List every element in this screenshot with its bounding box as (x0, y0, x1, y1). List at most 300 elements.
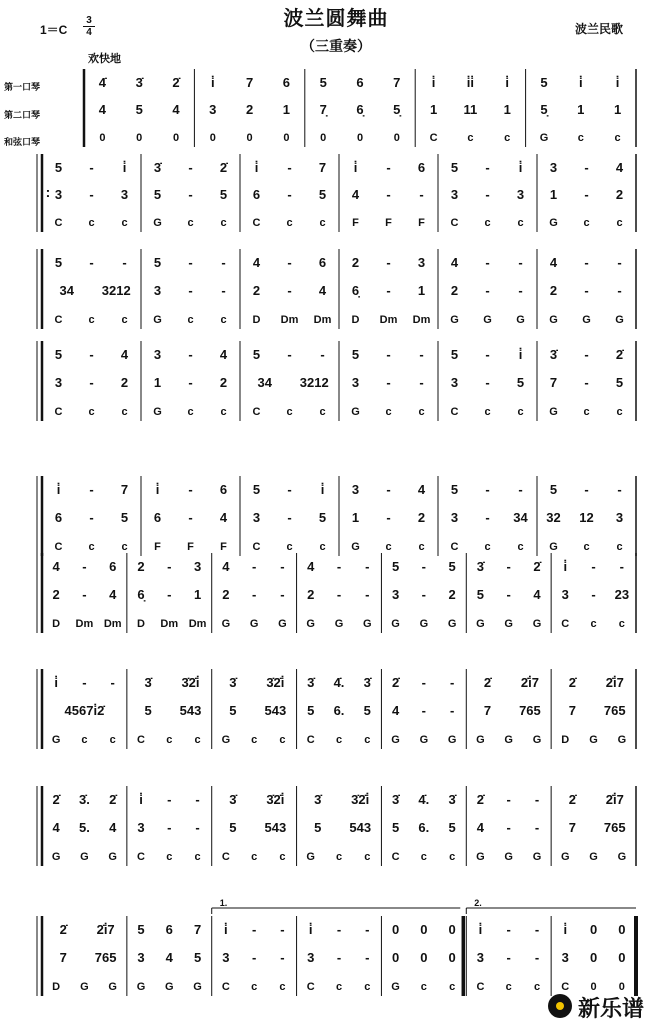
note: 5 (54, 347, 63, 362)
note: 4 (222, 559, 230, 574)
volta-label-2: 2. (474, 898, 482, 908)
note: 3̇ (448, 792, 456, 807)
chord-symbol: c (81, 734, 88, 746)
chord-symbol: D (561, 734, 570, 746)
chord-symbol: c (166, 734, 173, 746)
chord-symbol: C (306, 734, 315, 746)
note: - (320, 347, 325, 362)
note: 2̇ (476, 792, 485, 807)
chord-symbol: c (187, 314, 194, 326)
note: 11 (463, 102, 478, 117)
note: 1 (417, 283, 426, 298)
note: 5 (319, 75, 327, 90)
note: 6̣ (137, 587, 145, 602)
note: 4̇. (333, 675, 345, 690)
note: 4̇ (98, 75, 107, 90)
time-numerator: 3 (86, 15, 92, 26)
time-denominator: 4 (86, 27, 92, 38)
chord-symbol: c (88, 406, 95, 418)
chord-symbol: c (187, 406, 194, 418)
note: 2 (120, 375, 129, 390)
note: 7 (318, 160, 327, 175)
note: 1 (577, 102, 585, 117)
note: - (534, 820, 540, 835)
note: 2̇i̇7 (96, 922, 115, 937)
note: 5 (54, 160, 63, 175)
note: - (280, 587, 285, 602)
chord-symbol: F (418, 217, 425, 229)
note: 3 (351, 375, 360, 390)
note: 5 (54, 255, 63, 270)
note: - (506, 587, 511, 602)
chord-symbol: G (391, 981, 400, 993)
chord-symbol: G (589, 734, 598, 746)
chord-symbol: G (153, 406, 162, 418)
note: 2 (615, 187, 624, 202)
note: - (365, 950, 370, 965)
note: - (110, 675, 115, 690)
note: - (89, 510, 94, 525)
note: 6 (356, 75, 364, 90)
chord-symbol: c (484, 406, 491, 418)
note: 3212 (299, 375, 329, 390)
note: 2̇ (109, 792, 117, 807)
note: 7 (59, 950, 67, 965)
note: 5 (549, 482, 558, 497)
note: - (419, 375, 424, 390)
chord-symbol: F (352, 217, 359, 229)
note: 2 (450, 283, 459, 298)
note: 3̇ (476, 559, 485, 574)
chord-symbol: c (187, 217, 194, 229)
note: 5 (450, 347, 459, 362)
chord-symbol: F (220, 541, 227, 553)
chord-symbol: C (54, 541, 63, 553)
note: 3 (476, 950, 485, 965)
note: 3̇2̇i̇ (266, 792, 285, 807)
chord-symbol: c (220, 406, 227, 418)
chord-symbol: c (335, 851, 343, 863)
note: 4 (615, 160, 624, 175)
note: - (506, 559, 511, 574)
chord-symbol: F (154, 541, 161, 553)
note: - (534, 950, 540, 965)
note: 2̇ (172, 75, 180, 90)
chord-symbol: 0 (99, 132, 106, 144)
note: - (287, 482, 292, 497)
chord-symbol: 0 (590, 981, 597, 993)
note: 5 (391, 559, 400, 574)
note: 5̣ (540, 102, 548, 117)
note: 3̇ (391, 792, 400, 807)
note: i̇i̇ (466, 75, 475, 90)
chord-symbol: C (476, 981, 485, 993)
note: - (188, 375, 193, 390)
note: - (421, 587, 427, 602)
chord-symbol: c (616, 217, 623, 229)
note: 0 (589, 950, 598, 965)
note: 6 (417, 160, 426, 175)
note: - (89, 160, 94, 175)
note: 4 (219, 347, 228, 362)
note: - (617, 255, 622, 270)
chord-symbol: G (504, 851, 513, 863)
note: - (167, 820, 172, 835)
note: - (280, 922, 285, 937)
chord-symbol: 0 (172, 132, 180, 144)
chord-symbol: D (137, 618, 145, 630)
note: 2̇ (483, 675, 492, 690)
chord-symbol: G (549, 541, 558, 553)
note: i̇ (139, 792, 143, 807)
note: 4 (52, 559, 60, 574)
note: 7 (549, 375, 558, 390)
chord-symbol: G (476, 851, 485, 863)
note: - (188, 283, 193, 298)
note: - (336, 587, 342, 602)
note: 1 (613, 102, 622, 117)
chord-symbol: F (187, 541, 194, 553)
chord-symbol: G (561, 851, 570, 863)
note: - (287, 187, 292, 202)
note: - (188, 510, 193, 525)
note: 4 (318, 283, 327, 298)
note: 543 (264, 703, 287, 718)
note: 2̇ (615, 347, 624, 362)
note: 5 (448, 820, 456, 835)
note: 7 (245, 75, 254, 90)
chord-symbol: D (252, 314, 261, 326)
chord-symbol: G (153, 217, 162, 229)
note: 3 (193, 559, 202, 574)
note: - (506, 922, 511, 937)
chord-symbol: 0 (136, 132, 143, 144)
chord-symbol: G (582, 314, 591, 326)
note: 7 (568, 820, 576, 835)
note: - (280, 559, 285, 574)
note: - (619, 559, 625, 574)
note: - (386, 187, 391, 202)
chord-symbol: G (80, 981, 89, 993)
note: 4 (109, 820, 117, 835)
note: 1 (429, 102, 438, 117)
note: i̇ (615, 75, 620, 90)
note: - (449, 675, 455, 690)
note: 5 (252, 347, 261, 362)
key-signature: 1＝C (40, 23, 68, 37)
note: 3 (561, 587, 569, 602)
note: 2̇ (59, 922, 67, 937)
note: - (82, 559, 87, 574)
chord-symbol: Dm (412, 314, 431, 326)
note: 7 (193, 922, 202, 937)
note: 2 (245, 102, 254, 117)
note: 6̣ (356, 102, 364, 117)
chord-symbol: c (385, 541, 392, 553)
note: 1 (193, 587, 202, 602)
chord-symbol: G (617, 851, 627, 863)
logo-disc-icon (548, 994, 572, 1018)
note: - (534, 922, 540, 937)
note: 1 (503, 102, 511, 117)
note: - (287, 255, 292, 270)
note: 3 (137, 950, 145, 965)
note: 2 (417, 510, 426, 525)
chord-symbol: G (391, 618, 400, 630)
chord-symbol: 0 (618, 981, 625, 993)
note: 5 (363, 703, 371, 718)
chord-symbol: C (221, 851, 230, 863)
note: - (584, 255, 589, 270)
chord-symbol: c (484, 217, 491, 229)
note: i̇ (478, 922, 483, 937)
note: 6 (165, 922, 173, 937)
note: 1 (153, 375, 162, 390)
note: 6̣ (351, 283, 360, 298)
chord-symbol: C (561, 618, 570, 630)
note: i̇ (320, 482, 325, 497)
chord-symbol: c (467, 132, 474, 144)
chord-symbol: G (51, 851, 61, 863)
note: - (386, 510, 391, 525)
note: - (617, 283, 622, 298)
page-title: 波兰圆舞曲 (283, 6, 389, 30)
chord-symbol: c (364, 851, 371, 863)
chord-symbol: C (391, 851, 400, 863)
chord-symbol: G (549, 314, 558, 326)
note: - (518, 482, 523, 497)
note: 5 (314, 820, 322, 835)
note: - (591, 587, 596, 602)
chord-symbol: G (532, 618, 542, 630)
chord-symbol: c (484, 541, 491, 553)
chord-symbol: c (583, 406, 590, 418)
chord-symbol: 0 (320, 132, 327, 144)
note: - (221, 283, 226, 298)
note: 2 (549, 283, 558, 298)
note: 5. (79, 820, 90, 835)
note: i̇ (308, 922, 313, 937)
repeat-dots: : (45, 184, 51, 200)
note: 2 (137, 559, 145, 574)
chord-symbol: c (286, 541, 293, 553)
note: 765 (94, 950, 117, 965)
note: 6 (318, 255, 327, 270)
note: 1 (351, 510, 360, 525)
chord-symbol: G (617, 734, 627, 746)
note: - (82, 587, 87, 602)
note: 4 (549, 255, 558, 270)
chord-symbol: C (137, 734, 145, 746)
note: - (485, 283, 490, 298)
chord-symbol: G (136, 981, 146, 993)
note: - (89, 375, 94, 390)
note: 4 (172, 102, 180, 117)
note: 543 (179, 703, 202, 718)
note: 2̇ (52, 792, 60, 807)
note: - (336, 922, 342, 937)
chord-symbol: Dm (313, 314, 332, 326)
note: i̇ (224, 922, 228, 937)
chord-symbol: c (319, 406, 326, 418)
chord-symbol: C (54, 314, 63, 326)
note: 5 (318, 510, 327, 525)
chord-symbol: G (504, 618, 513, 630)
chord-symbol: c (194, 851, 201, 863)
note: 765 (603, 820, 626, 835)
note: i̇ (563, 559, 568, 574)
note: i̇ (56, 482, 61, 497)
note: 765 (603, 703, 626, 718)
note: 0 (391, 922, 400, 937)
note: 3212 (101, 283, 131, 298)
chord-symbol: c (109, 734, 116, 746)
chord-symbol: Dm (160, 618, 179, 630)
chord-symbol: c (364, 734, 371, 746)
note: 2̇i̇7 (605, 675, 624, 690)
note: 4 (533, 587, 541, 602)
note: - (518, 255, 523, 270)
note: 3̇2̇i̇ (266, 675, 285, 690)
note: 5 (229, 703, 237, 718)
chord-symbol: c (335, 981, 343, 993)
note: 3̇. (79, 792, 90, 807)
note: - (386, 160, 391, 175)
note: 5 (318, 187, 327, 202)
note: 543 (349, 820, 372, 835)
note: 12 (579, 510, 594, 525)
site-logo[interactable] (548, 992, 666, 1022)
note: 2̇i̇7 (605, 792, 624, 807)
note: - (485, 375, 490, 390)
note: 2̇ (391, 675, 400, 690)
tempo-marking: 欢快地 (88, 52, 121, 65)
note: 2̇i̇7 (520, 675, 539, 690)
note: 6 (282, 75, 291, 90)
note: 4̇. (418, 792, 430, 807)
note: 3 (153, 283, 162, 298)
note: - (485, 482, 490, 497)
note: - (89, 187, 94, 202)
chord-symbol: c (286, 406, 293, 418)
note: - (251, 559, 257, 574)
chord-symbol: C (137, 851, 145, 863)
note: - (167, 559, 172, 574)
chord-symbol: c (286, 217, 293, 229)
note: - (485, 255, 490, 270)
note: - (280, 950, 285, 965)
note: 4 (219, 510, 228, 525)
note: 4 (252, 255, 261, 270)
note: - (591, 559, 596, 574)
note: - (89, 482, 94, 497)
note: 4 (98, 102, 107, 117)
note: 5 (120, 510, 129, 525)
note: i̇ (122, 160, 127, 175)
chord-symbol: c (505, 981, 512, 993)
note: 7 (393, 75, 401, 90)
note: - (485, 160, 490, 175)
note: - (287, 510, 292, 525)
chord-symbol: C (561, 981, 570, 993)
chord-symbol: c (583, 541, 590, 553)
note: - (584, 283, 589, 298)
chord-symbol: c (166, 851, 173, 863)
note: - (386, 375, 391, 390)
note: - (421, 703, 427, 718)
note: 2 (222, 587, 230, 602)
note: - (584, 187, 589, 202)
subtitle: （三重奏） (301, 39, 371, 55)
chord-symbol: C (450, 541, 459, 553)
chord-symbol: Dm (188, 618, 207, 630)
note: 2̇ (533, 559, 541, 574)
chord-symbol: G (483, 314, 492, 326)
chord-symbol: G (450, 314, 459, 326)
chord-symbol: c (121, 217, 128, 229)
note: i̇ (563, 922, 568, 937)
note: - (336, 950, 342, 965)
note: 0 (420, 922, 428, 937)
note: 3 (351, 482, 360, 497)
note: 2 (307, 587, 315, 602)
note: 0 (589, 922, 598, 937)
chord-symbol: C (306, 981, 315, 993)
note: - (386, 255, 391, 270)
chord-symbol: c (616, 541, 623, 553)
chord-symbol: G (419, 618, 429, 630)
origin-label: 波兰民歌 (575, 22, 624, 36)
note: 5 (540, 75, 548, 90)
chord-symbol: Dm (103, 618, 122, 630)
chord-symbol: D (52, 618, 61, 630)
note: 2 (252, 283, 261, 298)
note: 6 (54, 510, 63, 525)
chord-symbol: c (533, 981, 541, 993)
note: - (122, 255, 127, 270)
note: 5 (615, 375, 624, 390)
instrument-label-1: 第一口琴 (4, 83, 41, 93)
note: - (365, 587, 370, 602)
chord-symbol: 0 (356, 132, 364, 144)
note: - (188, 482, 193, 497)
note: - (188, 160, 193, 175)
note: 5 (153, 255, 162, 270)
note: i̇ (353, 160, 358, 175)
note: 5 (516, 375, 525, 390)
note: - (167, 792, 172, 807)
note: 3 (54, 187, 63, 202)
chord-symbol: c (517, 541, 524, 553)
note: 2̇ (219, 160, 228, 175)
chord-symbol: G (278, 618, 287, 630)
note: 32 (546, 510, 561, 525)
note: 5 (252, 482, 261, 497)
chord-symbol: 0 (283, 132, 290, 144)
note: - (336, 559, 342, 574)
note: - (584, 160, 589, 175)
chord-symbol: G (51, 734, 61, 746)
note: 4 (165, 950, 173, 965)
note: 2̇ (568, 675, 576, 690)
note: 4 (450, 255, 459, 270)
note: 3 (137, 820, 145, 835)
chord-symbol: G (108, 851, 117, 863)
note: - (485, 347, 490, 362)
note: 5 (137, 922, 145, 937)
note: i̇ (518, 160, 523, 175)
note: 5 (448, 559, 456, 574)
